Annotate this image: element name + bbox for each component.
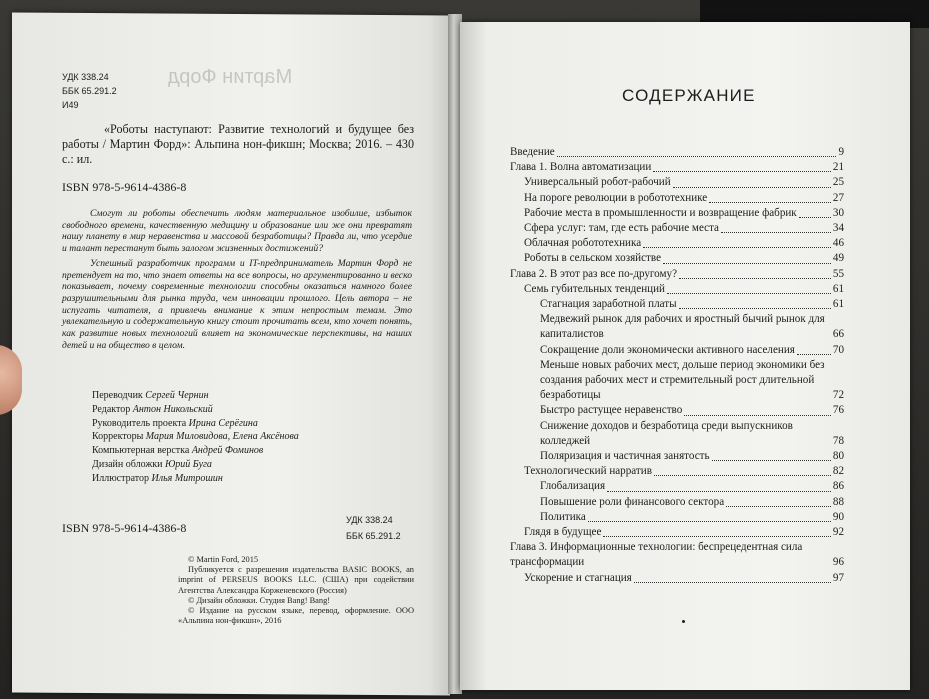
toc-entry bbox=[510, 358, 844, 404]
toc-entry bbox=[510, 160, 844, 175]
toc-entry bbox=[510, 312, 844, 342]
toc-entry-title: Политика bbox=[540, 510, 586, 523]
toc-entry bbox=[510, 510, 844, 525]
toc-page-number: 90 bbox=[832, 510, 844, 523]
toc-entry-title: Семь губительных тенденций bbox=[524, 282, 665, 295]
udk-bottom: УДК 338.24 bbox=[346, 515, 393, 525]
toc-entry bbox=[510, 251, 844, 266]
toc-leader-dots bbox=[603, 535, 831, 537]
toc-leader-dots bbox=[679, 307, 831, 309]
toc-page-number: 66 bbox=[832, 328, 844, 341]
toc-leader-dots bbox=[634, 581, 831, 583]
copyright-line: © Martin Ford, 2015 bbox=[188, 555, 259, 564]
toc-entry bbox=[510, 282, 844, 297]
annotation-paragraph: Смогут ли роботы обеспечить людям материальное изобилие, избыток свободного времени, качественную медицину и образование или же они превратят нашу планету в мир неравенства и массовой безработицы? Правда ли, что усердие и талант перестанут быть залогом жизненных достижений? bbox=[62, 208, 412, 255]
toc-page-number: 72 bbox=[832, 389, 844, 402]
credit-line: Дизайн обложки Юрий Буга bbox=[92, 458, 212, 470]
toc-entry bbox=[510, 525, 844, 540]
toc-page-number: 78 bbox=[832, 434, 844, 447]
credit-line: Переводчик Сергей Чернин bbox=[92, 390, 209, 401]
toc-leader-dots bbox=[799, 216, 831, 218]
toc-title: СОДЕРЖАНИЕ bbox=[622, 86, 756, 105]
toc-leader-dots bbox=[679, 277, 831, 279]
bbk-bottom: ББК 65.291.2 bbox=[346, 531, 401, 541]
toc-entry bbox=[510, 267, 844, 282]
toc-entry-title: Стагнация заработной платы bbox=[540, 298, 677, 311]
code-label: И49 bbox=[62, 100, 79, 110]
copyright-block bbox=[178, 555, 414, 626]
toc-entry-title: Повышение роли финансового сектора bbox=[540, 495, 725, 508]
toc-entry bbox=[510, 221, 844, 236]
toc-page-number: 25 bbox=[832, 176, 844, 189]
toc-entry-title: Введение bbox=[510, 146, 555, 158]
toc-leader-dots bbox=[726, 505, 831, 507]
toc-entry-title: Ускорение и стагнация bbox=[524, 571, 632, 584]
copyright-line: © Издание на русском языке, перевод, оформление. ООО «Альпина нон-фикшн», 2016 bbox=[178, 606, 414, 626]
toc-entry-title: Рабочие места в промышленности и возвращение фабрик bbox=[524, 206, 797, 219]
toc-entry-title: Сфера услуг: там, где есть рабочие места bbox=[524, 222, 719, 235]
toc-leader-dots bbox=[667, 292, 831, 294]
page-mark bbox=[682, 620, 685, 623]
toc-page-number: 46 bbox=[832, 237, 844, 250]
toc-page-number: 92 bbox=[832, 526, 844, 539]
toc-leader-dots bbox=[797, 353, 831, 355]
copyright-line: Публикуется с разрешения издательства BASIC BOOKS, an imprint of PERSEUS BOOKS LLC. (США) при содействии Агентства Александра Корженевского (Россия) bbox=[178, 565, 414, 595]
toc-leader-dots bbox=[709, 201, 831, 203]
toc-page-number: 86 bbox=[832, 480, 844, 493]
toc-page-number: 55 bbox=[832, 267, 844, 280]
toc-entry-title: Снижение доходов и безработица среди выпускников колледжей bbox=[540, 419, 793, 447]
toc-entry-title: Глава 2. В этот раз все по-другому? bbox=[510, 267, 678, 280]
credit-line: Корректоры Мария Миловидова, Елена Аксёнова bbox=[92, 431, 299, 443]
udk-label: УДК 338.24 bbox=[62, 72, 109, 82]
toc-page-number: 30 bbox=[832, 206, 844, 219]
toc-entry-title: Технологический нарратив bbox=[524, 465, 652, 478]
isbn-top: ISBN 978-5-9614-4386-8 bbox=[62, 180, 187, 194]
toc-entry bbox=[510, 495, 844, 510]
toc-page-number: 34 bbox=[832, 222, 844, 235]
toc-leader-dots bbox=[653, 170, 831, 172]
toc-page-number: 82 bbox=[832, 465, 844, 478]
toc-page-number: 49 bbox=[832, 252, 844, 265]
toc-leader-dots bbox=[643, 246, 831, 248]
toc-page-number: 80 bbox=[832, 450, 844, 463]
annotation-paragraph: Успешный разработчик программ и IT-предприниматель Мартин Форд не претендует на то, что знает ответы на все вопросы, но аргументированно и веско показывает, почему современные технологии способны оказаться намного более разрушительными для рынка труда, чем инновации прошлого. Цель автора – не испугать читателя, а привлечь внимание к этим непростым темам. Это увлекательную и содержательную книгу стоит прочитать всем, кто хочет понять, как развитие новых технологий влияет на экономические перспективы, на наших детей и на общество в целом. bbox=[62, 257, 412, 351]
toc-page-number: 9 bbox=[838, 146, 844, 158]
toc-entry-title: Глава 3. Информационные технологии: беспрецедентная сила трансформации bbox=[510, 541, 803, 569]
toc-entry bbox=[510, 464, 844, 479]
toc-entry-title: Медвежий рынок для рабочих и яростный бычий рынок для капиталистов bbox=[540, 313, 825, 341]
book-annotation bbox=[62, 208, 412, 351]
toc-leader-dots bbox=[588, 520, 831, 522]
isbn-bottom: ISBN 978-5-9614-4386-8 bbox=[62, 521, 187, 535]
toc-leader-dots bbox=[654, 474, 831, 476]
toc-page-number: 61 bbox=[832, 282, 844, 295]
toc-entry-title: Сокращение доли экономически активного населения bbox=[540, 343, 795, 356]
credit-line: Иллюстратор Илья Митрошин bbox=[92, 472, 223, 484]
toc-leader-dots bbox=[557, 155, 837, 157]
toc-entry-title: Облачная робототехника bbox=[524, 237, 642, 250]
toc-page-number: 70 bbox=[832, 343, 844, 356]
toc-leader-dots bbox=[712, 459, 831, 461]
toc-entry bbox=[510, 571, 844, 586]
credit-line: Редактор Антон Никольский bbox=[92, 403, 213, 415]
toc-entry bbox=[510, 449, 844, 464]
toc-entry-title: Быстро растущее неравенство bbox=[540, 404, 683, 417]
toc-page-number: 27 bbox=[832, 191, 844, 204]
toc-page-number: 96 bbox=[832, 556, 844, 569]
toc-leader-dots bbox=[673, 186, 831, 188]
toc-entry-title: Глава 1. Волна автоматизации bbox=[510, 161, 652, 174]
toc-entry bbox=[510, 343, 844, 358]
toc-entry bbox=[510, 236, 844, 251]
toc-entry bbox=[510, 206, 844, 221]
toc-leader-dots bbox=[663, 262, 831, 264]
toc-entry bbox=[510, 297, 844, 312]
toc-entry bbox=[510, 419, 844, 449]
toc-page-number: 61 bbox=[832, 298, 844, 311]
copyright-line: © Дизайн обложки. Студия Bang! Bang! bbox=[188, 595, 331, 605]
credit-line: Компьютерная верстка Андрей Фоминов bbox=[92, 445, 264, 457]
toc-entry-title: Роботы в сельском хозяйстве bbox=[524, 252, 661, 265]
toc-entry-title: На пороге революции в робототехнике bbox=[524, 191, 708, 204]
toc-page-number: 88 bbox=[832, 495, 844, 508]
bibliographic-record: «Роботы наступают: Развитие технологий и будущее без работы / Мартин Форд»: Альпина нон-фикшн; Москва; 2016. – 430 с.: ил. bbox=[62, 122, 414, 166]
credit-line: Руководитель проекта Ирина Серёгина bbox=[92, 417, 258, 429]
credits-list bbox=[92, 389, 299, 486]
toc-entry bbox=[510, 175, 844, 190]
toc-leader-dots bbox=[607, 490, 831, 492]
toc-page-number: 21 bbox=[832, 161, 844, 174]
bbk-label: ББК 65.291.2 bbox=[62, 86, 117, 96]
toc-entry bbox=[510, 145, 844, 160]
toc-entry-title: Глядя в будущее bbox=[524, 526, 602, 539]
toc-entry bbox=[510, 403, 844, 418]
table-of-contents bbox=[510, 145, 844, 586]
toc-page-number: 97 bbox=[832, 571, 844, 584]
toc-entry-title: Глобализация bbox=[540, 480, 606, 493]
toc-leader-dots bbox=[684, 414, 831, 416]
toc-entry bbox=[510, 191, 844, 206]
toc-entry-title: Универсальный робот-рабочий bbox=[524, 176, 671, 189]
toc-page-number: 76 bbox=[832, 404, 844, 417]
toc-entry-title: Поляризация и частичная занятость bbox=[540, 450, 710, 463]
ghost-author-bleedthrough: Мартин Форд bbox=[168, 66, 293, 88]
toc-leader-dots bbox=[721, 231, 831, 233]
toc-entry-title: Меньше новых рабочих мест, дольше период экономики без создания рабочих мест и стремительный рост длительной безработицы bbox=[540, 358, 825, 402]
toc-entry bbox=[510, 540, 844, 570]
toc-entry bbox=[510, 479, 844, 494]
